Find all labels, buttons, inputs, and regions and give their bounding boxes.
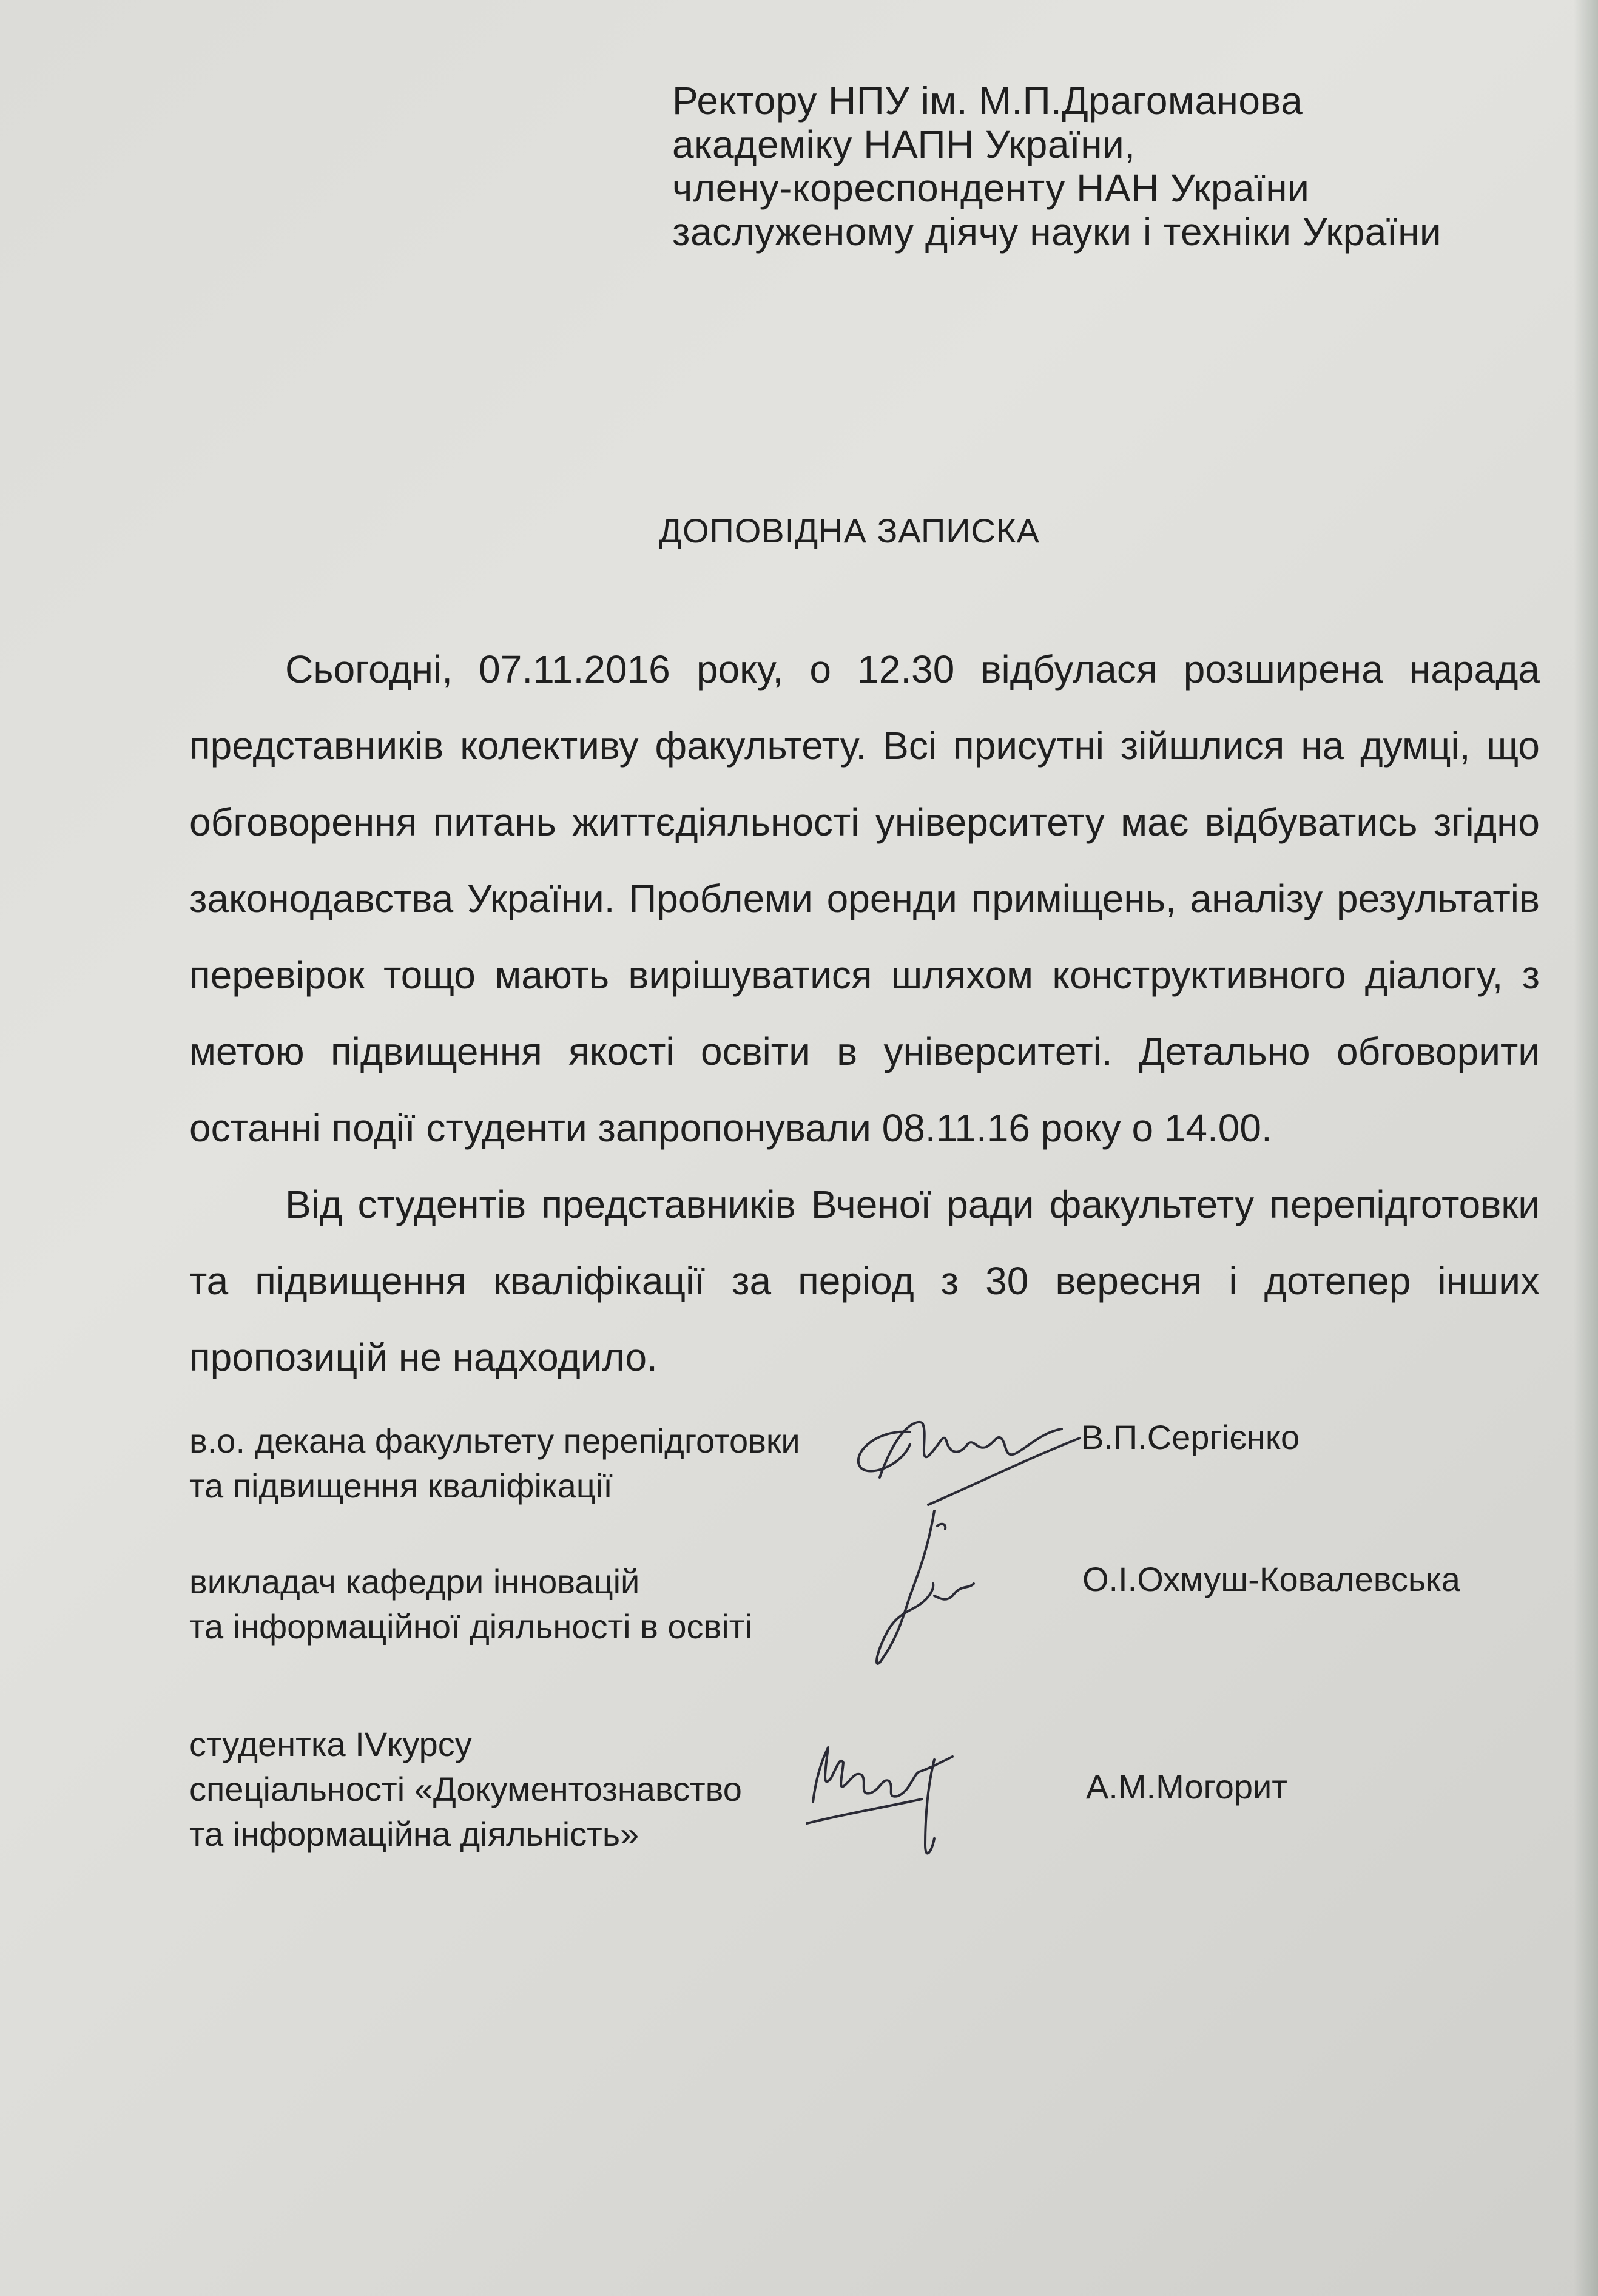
addressee-line: члену-кореспонденту НАН України	[672, 166, 1310, 210]
position-line: спеціальності «Документознавство	[189, 1770, 742, 1808]
addressee-block	[672, 79, 1441, 254]
addressee-line: заслуженому діячу науки і техніки України	[672, 210, 1442, 254]
handwritten-signature-icon	[861, 1499, 1019, 1681]
signatory-position	[189, 1722, 742, 1857]
position-line: студентка IVкурсу	[189, 1725, 472, 1763]
signature-mohoryt	[795, 1723, 1001, 1881]
addressee-line: академіку НАПН України,	[672, 123, 1136, 166]
position-line: та підвищення кваліфікації	[189, 1467, 613, 1505]
position-line: викладач кафедри інновацій	[189, 1562, 640, 1601]
position-line: та інформаційна діяльність»	[189, 1815, 639, 1853]
addressee-line: Ректору НПУ ім. М.П.Драгоманова	[672, 79, 1303, 123]
signatory-name: В.П.Сергієнко	[1081, 1418, 1300, 1456]
signatory-position	[189, 1559, 752, 1649]
signatory-name: О.І.Охмуш-Ковалевська	[1082, 1560, 1460, 1598]
handwritten-signature-icon	[795, 1723, 1001, 1881]
body-paragraph: Від студентів представників Вченої ради факультету перепідготовки та підвищення кваліфікації за період з 30 вересня і дотепер інших пропозицій не надходило.	[189, 1183, 1540, 1379]
body-paragraph: Сьогодні, 07.11.2016 року, о 12.30 відбулася розширена нарада представників колективу факультету. Всі присутні зійшлися на думці, що обговорення питань життєдіяльності університету має відбуватись згідно законодавства України. Проблеми оренди приміщень, аналізу результатів перевірок тощо мають вирішуватися шляхом конструктивного діалогу, з метою підвищення якості освіти в університеті. Детально обговорити останні події студенти запропонували 08.11.16 року о 14.00.	[189, 647, 1540, 1150]
position-line: в.о. декана факультету перепідготовки	[189, 1422, 800, 1460]
document-body	[189, 631, 1540, 1396]
position-line: та інформаційної діяльності в освіті	[189, 1607, 752, 1646]
signatory-name: А.М.Могорит	[1086, 1768, 1287, 1806]
signature-okhmush-kovalevska	[861, 1499, 1019, 1681]
document-title: ДОПОВІДНА ЗАПИСКА	[659, 512, 1040, 550]
signatory-position	[189, 1419, 800, 1508]
